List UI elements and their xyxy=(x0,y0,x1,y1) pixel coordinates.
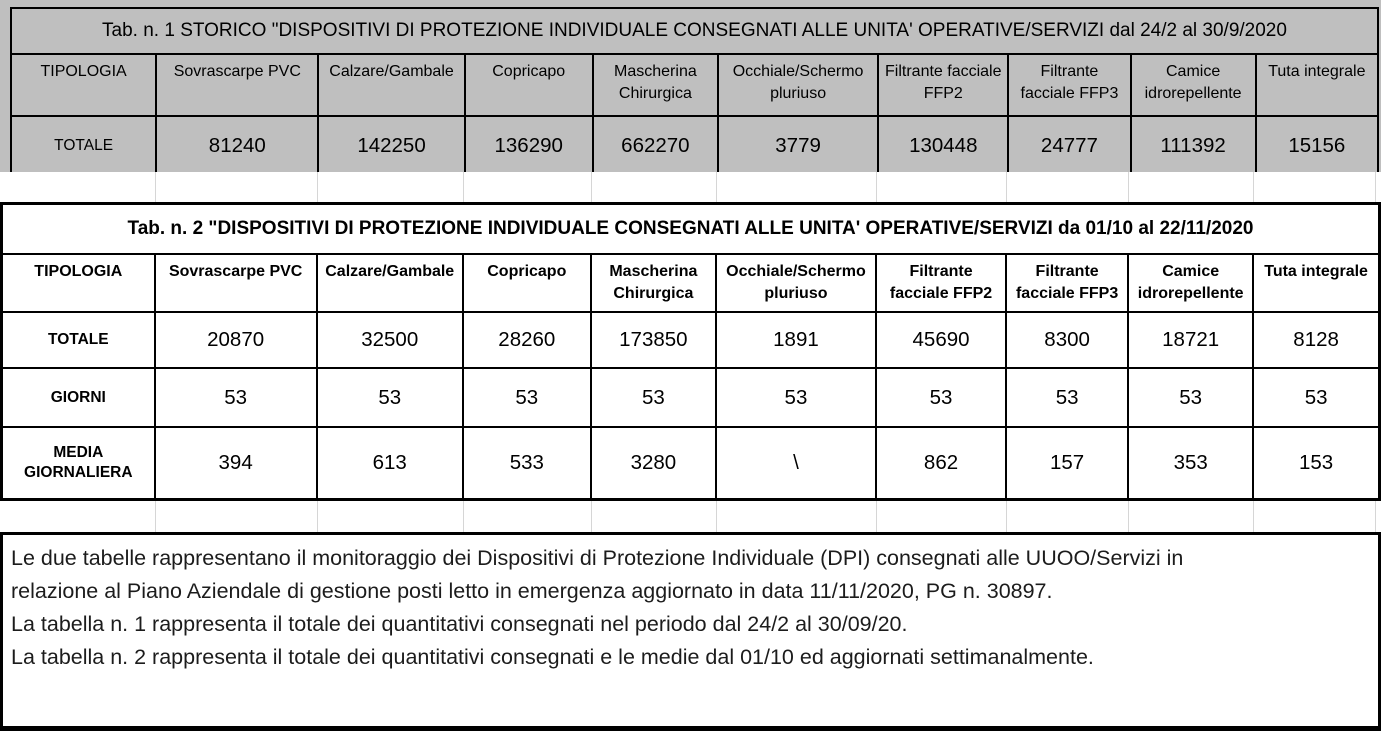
row-label: TOTALE xyxy=(2,312,155,368)
cell-value: 136290 xyxy=(465,116,593,175)
worksheet-gridline xyxy=(1253,172,1254,202)
row-label: TOTALE xyxy=(11,116,156,175)
worksheet-gridline xyxy=(716,172,717,202)
cell-value: 111392 xyxy=(1131,116,1256,175)
table-row xyxy=(2,368,1380,427)
cell-value: 173850 xyxy=(591,312,716,368)
cell-value: 81240 xyxy=(156,116,318,175)
cell-value: \ xyxy=(716,427,876,500)
column-header: Camice idrorepellente xyxy=(1131,54,1256,116)
cell-value: 53 xyxy=(716,368,876,427)
cell-value: 142250 xyxy=(318,116,464,175)
column-header: Camice idrorepellente xyxy=(1128,254,1253,312)
current-dpi-table xyxy=(0,202,1381,501)
worksheet-gridline xyxy=(591,172,592,202)
table-row xyxy=(2,427,1380,500)
cell-value: 1891 xyxy=(716,312,876,368)
table1-section xyxy=(0,0,1381,172)
cell-value: 53 xyxy=(876,368,1006,427)
cell-value: 53 xyxy=(591,368,716,427)
note-line: relazione al Piano Aziendale di gestione posti letto in emergenza aggiornato in data 11/11/2020, PG n. 30897. xyxy=(11,579,1053,603)
column-header: Filtrante facciale FFP2 xyxy=(878,54,1008,116)
column-header: Mascherina Chirurgica xyxy=(591,254,716,312)
table2-title: Tab. n. 2 "DISPOSITIVI DI PROTEZIONE INDIVIDUALE CONSEGNATI ALLE UNITA' OPERATIVE/SERVIZI da 01/10 al 22/11/2020 xyxy=(2,204,1380,255)
storico-dpi-table xyxy=(10,7,1379,176)
cell-value: 53 xyxy=(1128,368,1253,427)
row-spacer-2 xyxy=(0,501,1381,532)
column-header: Copricapo xyxy=(465,54,593,116)
worksheet-gridline xyxy=(1375,172,1376,202)
worksheet-gridline xyxy=(1006,172,1007,202)
cell-value: 353 xyxy=(1128,427,1253,500)
cell-value: 53 xyxy=(463,368,591,427)
column-header: Filtrante facciale FFP3 xyxy=(1006,254,1128,312)
cell-value: 3779 xyxy=(718,116,878,175)
column-header: Calzare/Gambale xyxy=(317,254,463,312)
column-header: Sovrascarpe PVC xyxy=(156,54,318,116)
worksheet-gridline xyxy=(1128,501,1129,532)
column-header: Tuta integrale xyxy=(1253,254,1379,312)
cell-value: 613 xyxy=(317,427,463,500)
worksheet-gridline xyxy=(463,501,464,532)
column-header: TIPOLOGIA xyxy=(2,254,155,312)
cell-value: 53 xyxy=(1253,368,1379,427)
column-header: Sovrascarpe PVC xyxy=(155,254,317,312)
worksheet-gridline xyxy=(876,172,877,202)
note-line: La tabella n. 2 rappresenta il totale dei quantitativi consegnati e le medie dal 01/10 ed aggiornati settimanalmente. xyxy=(11,645,1094,669)
column-header: Tuta integrale xyxy=(1256,54,1378,116)
cell-value: 53 xyxy=(1006,368,1128,427)
notes-block xyxy=(0,532,1381,731)
row-label: GIORNI xyxy=(2,368,155,427)
worksheet-gridline xyxy=(1006,501,1007,532)
column-header: Copricapo xyxy=(463,254,591,312)
cell-value: 53 xyxy=(155,368,317,427)
worksheet-gridline xyxy=(317,501,318,532)
table-row xyxy=(2,312,1380,368)
worksheet-gridline xyxy=(591,501,592,532)
cell-value: 157 xyxy=(1006,427,1128,500)
column-header: Filtrante facciale FFP2 xyxy=(876,254,1006,312)
worksheet-gridline xyxy=(876,501,877,532)
worksheet-gridline xyxy=(317,172,318,202)
cell-value: 662270 xyxy=(593,116,718,175)
worksheet-gridline xyxy=(155,172,156,202)
cell-value: 533 xyxy=(463,427,591,500)
column-header: Occhiale/Schermo pluriuso xyxy=(716,254,876,312)
column-header: Occhiale/Schermo pluriuso xyxy=(718,54,878,116)
row-spacer-1 xyxy=(0,172,1381,202)
cell-value: 8300 xyxy=(1006,312,1128,368)
worksheet-gridline xyxy=(1128,172,1129,202)
table1-title: Tab. n. 1 STORICO "DISPOSITIVI DI PROTEZIONE INDIVIDUALE CONSEGNATI ALLE UNITA' OPERATIVE/SERVIZI dal 24/2 al 30/9/2020 xyxy=(11,8,1378,54)
cell-value: 15156 xyxy=(1256,116,1378,175)
column-header: TIPOLOGIA xyxy=(11,54,156,116)
note-line: Le due tabelle rappresentano il monitoraggio dei Dispositivi di Protezione Individuale (DPI) consegnati alle UUOO/Servizi in xyxy=(11,546,1184,570)
worksheet-gridline xyxy=(1253,501,1254,532)
cell-value: 53 xyxy=(317,368,463,427)
cell-value: 18721 xyxy=(1128,312,1253,368)
row-label: MEDIA GIORNALIERA xyxy=(2,427,155,500)
cell-value: 394 xyxy=(155,427,317,500)
cell-value: 3280 xyxy=(591,427,716,500)
cell-value: 8128 xyxy=(1253,312,1379,368)
worksheet-gridline xyxy=(716,501,717,532)
worksheet-gridline xyxy=(155,501,156,532)
worksheet-gridline xyxy=(1375,501,1376,532)
cell-value: 45690 xyxy=(876,312,1006,368)
cell-value: 130448 xyxy=(878,116,1008,175)
cell-value: 32500 xyxy=(317,312,463,368)
worksheet-gridline xyxy=(463,172,464,202)
cell-value: 153 xyxy=(1253,427,1379,500)
table-row xyxy=(11,116,1378,175)
cell-value: 24777 xyxy=(1008,116,1130,175)
cell-value: 862 xyxy=(876,427,1006,500)
cell-value: 28260 xyxy=(463,312,591,368)
column-header: Mascherina Chirurgica xyxy=(593,54,718,116)
column-header: Filtrante facciale FFP3 xyxy=(1008,54,1130,116)
column-header: Calzare/Gambale xyxy=(318,54,464,116)
note-line: La tabella n. 1 rappresenta il totale dei quantitativi consegnati nel periodo dal 24/2 al 30/09/20. xyxy=(11,612,908,636)
cell-value: 20870 xyxy=(155,312,317,368)
